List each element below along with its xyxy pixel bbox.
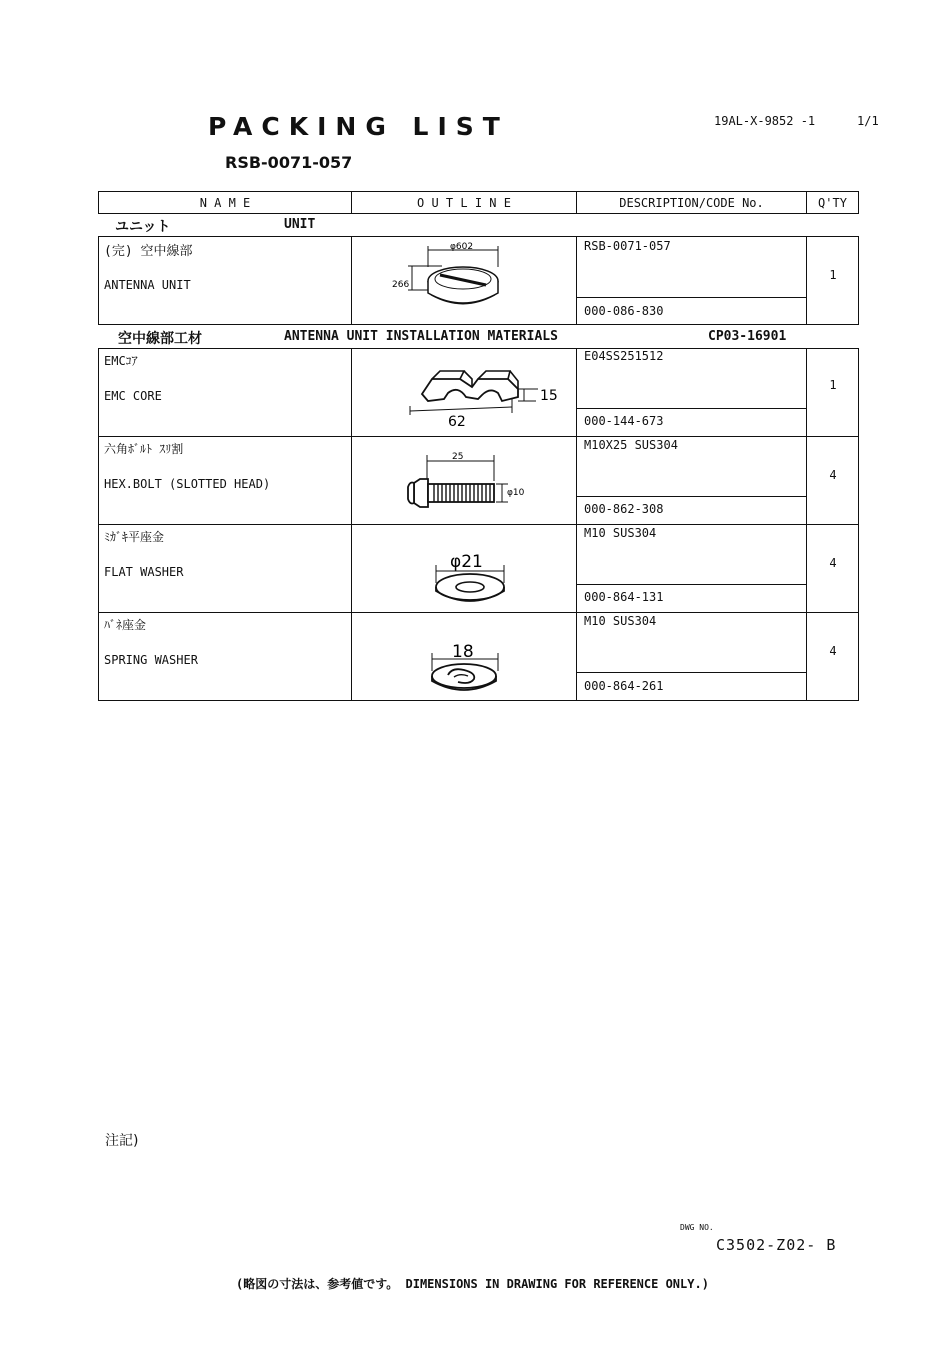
column-header-name	[98, 191, 352, 214]
antenna-unit-drawing	[352, 237, 576, 324]
item-name-en: FLAT WASHER	[104, 565, 184, 579]
section-title-en: ANTENNA UNIT INSTALLATION MATERIALS	[284, 329, 558, 344]
dwg-label: DWG NO.	[680, 1223, 714, 1232]
dim-diameter: φ602	[450, 242, 474, 252]
section-title-en: UNIT	[284, 217, 316, 232]
item-name-jp: 六角ﾎﾞﾙﾄ ｽﾘ割	[104, 442, 184, 456]
document-subtitle: RSB-0071-057	[225, 153, 353, 172]
item-code: 000-086-830	[584, 304, 664, 318]
column-header-qty-label: Q'TY	[818, 195, 847, 210]
item-name-jp: ﾐｶﾞｷ平座金	[104, 530, 165, 544]
item-code: 000-864-131	[584, 590, 664, 604]
spring-washer-drawing	[352, 613, 576, 700]
item-qty: 4	[829, 556, 837, 570]
page-title: PACKING LIST	[208, 112, 509, 141]
item-description: RSB-0071-057	[584, 239, 671, 253]
column-header-qty	[806, 191, 859, 214]
flat-washer-drawing	[352, 525, 576, 612]
column-header-description	[576, 191, 807, 214]
column-header-description-label: DESCRIPTION/CODE No.	[619, 195, 764, 210]
dim-diameter: φ21	[450, 552, 483, 572]
item-name-jp: (完) 空中線部	[104, 244, 193, 259]
document-number: 19AL-X-9852 -1	[714, 114, 816, 128]
dim-height: 266	[392, 280, 410, 290]
item-qty: 1	[829, 268, 837, 282]
item-description: M10 SUS304	[584, 614, 657, 628]
dim-diameter: φ10	[507, 488, 525, 498]
emc-core-drawing	[352, 349, 576, 436]
dwg-number: C3502-Z02- B	[716, 1236, 837, 1254]
item-name-en: EMC CORE	[104, 389, 162, 403]
item-name-en: HEX.BOLT (SLOTTED HEAD)	[104, 477, 271, 491]
item-code: 000-864-261	[584, 679, 664, 693]
page-number: 1/1	[857, 114, 879, 128]
item-name-jp: ﾊﾞﾈ座金	[104, 618, 147, 632]
dim-length: 25	[452, 452, 464, 462]
item-qty: 4	[829, 644, 837, 658]
dim-length: 62	[448, 414, 466, 430]
hex-bolt-drawing	[352, 437, 576, 524]
item-code: 000-144-673	[584, 414, 664, 428]
item-name-en: ANTENNA UNIT	[104, 278, 191, 292]
item-description: M10X25 SUS304	[584, 438, 678, 452]
item-description: E04SS251512	[584, 349, 664, 363]
column-header-outline	[351, 191, 577, 214]
item-description: M10 SUS304	[584, 526, 657, 540]
dim-diameter: 18	[452, 642, 474, 662]
column-header-name-label: N A M E	[199, 195, 251, 210]
item-name-en: SPRING WASHER	[104, 653, 198, 667]
item-qty: 4	[829, 468, 837, 482]
section-title-jp: 空中線部工材	[118, 331, 202, 347]
item-code: 000-862-308	[584, 502, 664, 516]
column-header-outline-label: O U T L I N E	[417, 195, 511, 210]
notes-label: 注記)	[105, 1133, 139, 1149]
reference-note: (略図の寸法は、参考値です。 DIMENSIONS IN DRAWING FOR REFERENCE ONLY.)	[236, 1277, 709, 1291]
section-title-jp: ユニット	[115, 219, 171, 235]
item-qty: 1	[829, 378, 837, 392]
item-name-jp: EMCｺｱ	[104, 354, 138, 368]
dim-height: 15	[540, 388, 558, 404]
section-code: CP03-16901	[708, 329, 787, 344]
